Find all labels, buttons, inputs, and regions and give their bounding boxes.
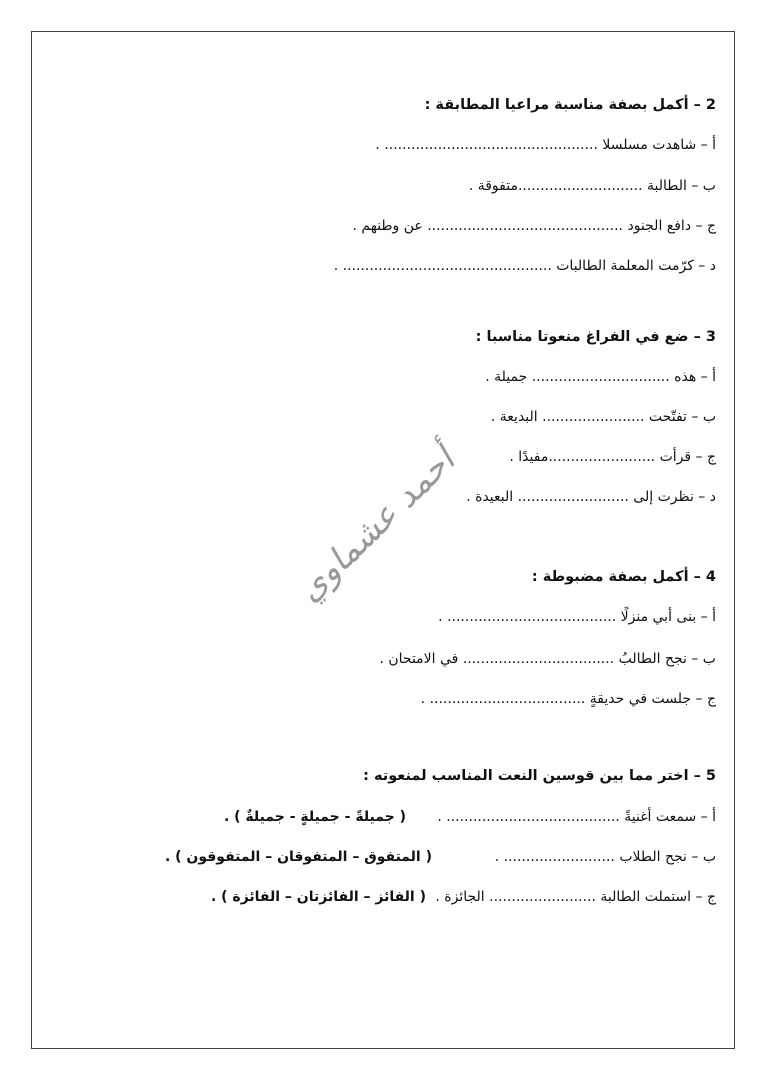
q2-item-b: ب – الطالبة ............................متفوقة . bbox=[468, 178, 716, 194]
q4-item-c: ج – جلست في حديقةٍ ................................... . bbox=[420, 691, 716, 707]
q4-item-a: أ – بنى أبي منزلًا ...................................... . bbox=[438, 609, 716, 625]
q3-item-c: ج – قرأت ........................مفيدًا . bbox=[509, 449, 716, 465]
q5-item-a: أ – سمعت أغنيةً ....................................... . bbox=[437, 809, 716, 825]
q2-item-c: ج – دافع الجنود ............................................ عن وطنهم . bbox=[352, 218, 716, 234]
q5-options-a: ( جميلةً - جميلةٍ - جميلةٌ ) . bbox=[223, 809, 406, 825]
q5-item-c: ج – استملت الطالبة ........................ الجائزة . bbox=[435, 889, 716, 905]
q4-item-b: ب – نجح الطالبُ .................................. في الامتحان . bbox=[379, 651, 716, 667]
q3-item-b: ب – تفتّحت ....................... البديعة . bbox=[490, 409, 716, 425]
q3-heading: 3 – ضع في الفراغ منعوتا مناسبا : bbox=[475, 329, 716, 345]
q3-item-d: د – نظرت إلى ......................... البعيدة . bbox=[466, 489, 716, 505]
q5-item-b: ب – نجح الطلاب ......................... . bbox=[494, 849, 716, 865]
q5-heading: 5 – اختر مما بين قوسين النعت المناسب لمنعوته : bbox=[363, 768, 716, 784]
q4-heading: 4 – أكمل بصفة مضبوطة : bbox=[531, 569, 716, 585]
q3-item-a: أ – هذه ............................... جميلة . bbox=[485, 369, 716, 385]
author-watermark: أحمد عشماوي bbox=[289, 440, 463, 610]
q2-item-a: أ – شاهدت مسلسلا ................................................ . bbox=[375, 137, 716, 153]
q2-heading: 2 – أكمل بصفة مناسبة مراعيا المطابقة : bbox=[424, 97, 716, 113]
q2-item-d: د – كرّمت المعلمة الطالبات ............................................... . bbox=[333, 258, 716, 274]
q5-options-c: ( الفائز – الفائزتان – الفائزة ) . bbox=[210, 889, 426, 905]
q5-options-b: ( المتفوق – المتفوقان – المتفوقون ) . bbox=[164, 849, 432, 865]
